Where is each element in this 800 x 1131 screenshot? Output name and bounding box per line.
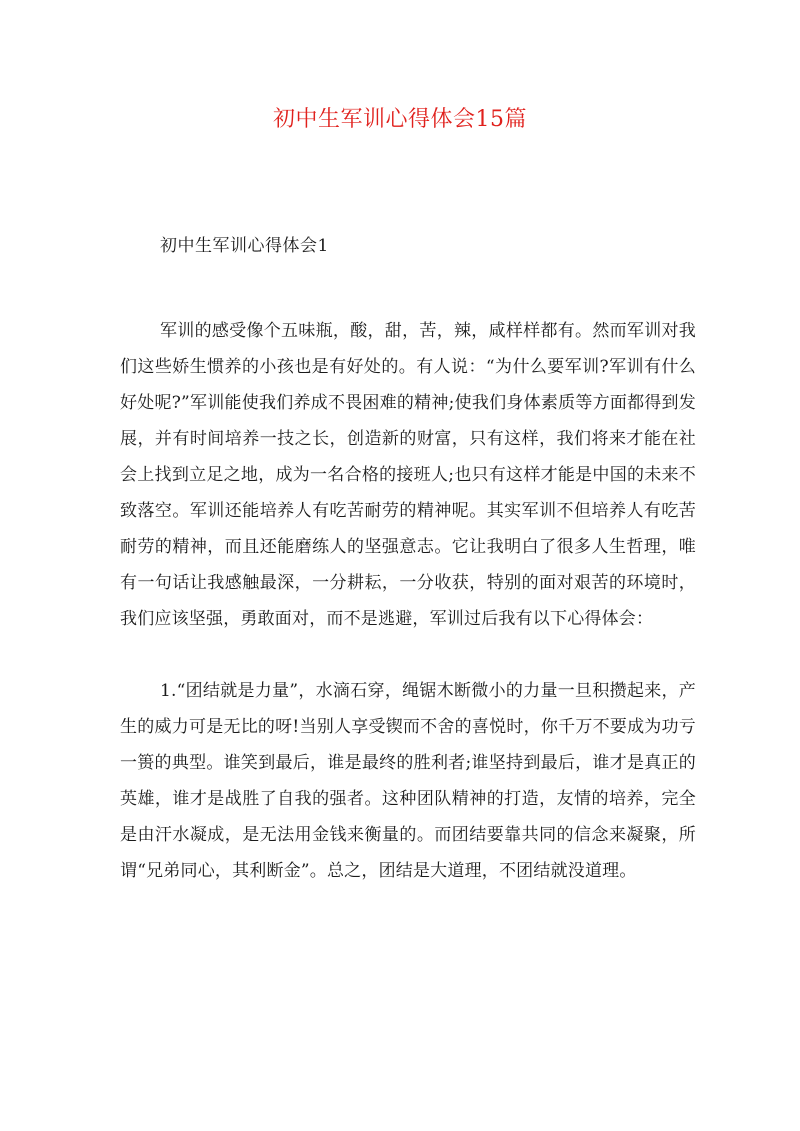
body-paragraph: 军训的感受像个五味瓶，酸，甜，苦，辣，咸样样都有。然而军训对我们这些娇生惯养的小孩也是有好处的。有人说：“为什么要军训?军训有什么好处呢?”军训能使我们养成不畏困难的精神;使我们身体素质等方面都得到发展，并有时间培养一技之长，创造新的财富，只有这样，我们将来才能在社会上找到立足之地，成为一名合格的接班人;也只有这样才能是中国的未来不致落空。军训还能培养人有吃苦耐劳的精神呢。其实军训不但培养人有吃苦耐劳的精神，而且还能磨练人的坚强意志。它让我明白了很多人生哲理，唯有一句话让我感触最深，一分耕耘，一分收获，特别的面对艰苦的环境时，我们应该坚强，勇敢面对，而不是逃避，军训过后我有以下心得体会： [120,321,696,629]
section-heading: 初中生军训心得体会1 [160,236,329,256]
document-title: 初中生军训心得体会15篇 [273,107,527,132]
body-paragraph: 1.“团结就是力量”，水滴石穿，绳锯木断微小的力量一旦积攒起来，产生的威力可是无比的呀!当别人享受锲而不舍的喜悦时，你千万不要成为功亏一篑的典型。谁笑到最后，谁是最终的胜利者;谁坚持到最后，谁才是真正的英雄，谁才是战胜了自我的强者。这种团队精神的打造，友情的培养，完全是由汗水凝成，是无法用金钱来衡量的。而团结要靠共同的信念来凝聚，所谓“兄弟同心，其利断金”。总之，团结是大道理，不团结就没道理。 [120,681,696,881]
